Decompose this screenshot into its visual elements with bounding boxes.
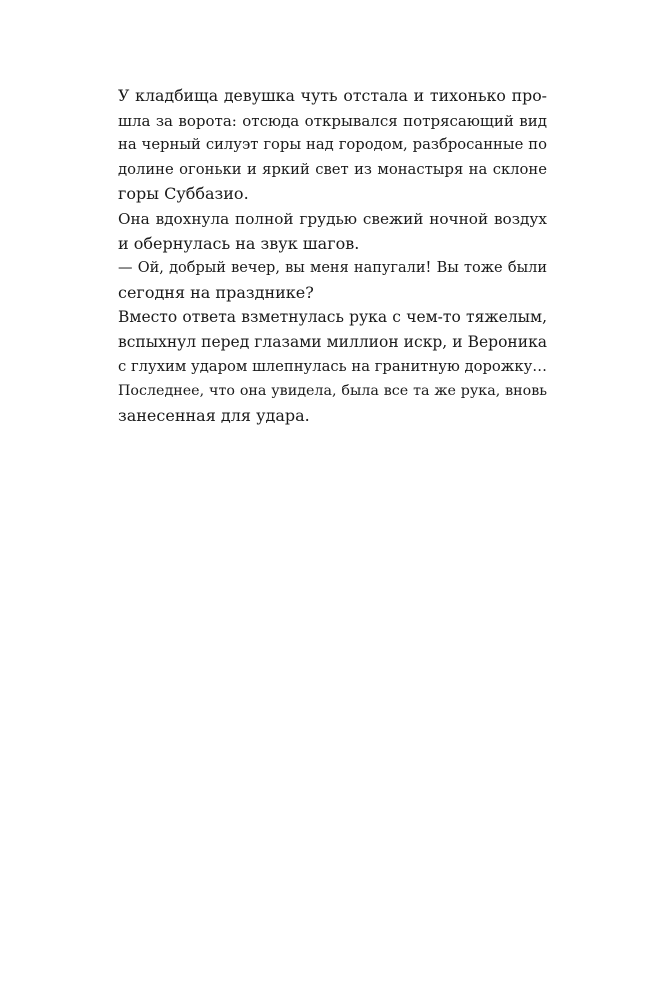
- text-line: с глухим ударом шлепнулась на гранитную дорожку…: [118, 357, 547, 375]
- text-line: долине огоньки и яркий свет из монастыря на склоне: [118, 160, 547, 178]
- text-line: Последнее, что она увидела, была все та же рука, вновь: [118, 383, 547, 400]
- text-block: [118, 84, 547, 428]
- text-line: вспыхнул перед глазами миллион искр, и Вероника: [118, 332, 547, 351]
- text-line: — Ой, добрый вечер, вы меня напугали! Вы тоже были: [118, 260, 547, 277]
- text-line: сегодня на празднике?: [118, 282, 314, 302]
- text-line: шла за ворота: отсюда открывался потрясающий вид: [118, 111, 547, 130]
- text-line: У кладбища девушка чуть отстала и тихонько про-: [118, 86, 547, 105]
- text-line: горы Суббазио.: [118, 184, 249, 204]
- text-line: на черный силуэт горы над городом, разбросанные по: [118, 136, 547, 154]
- text-line: занесенная для удара.: [118, 405, 310, 425]
- text-line: и обернулась на звук шагов.: [118, 233, 360, 253]
- text-line: Вместо ответа взметнулась рука с чем-то тяжелым,: [118, 308, 547, 327]
- text-line: Она вдохнула полной грудью свежий ночной воздух: [118, 209, 547, 228]
